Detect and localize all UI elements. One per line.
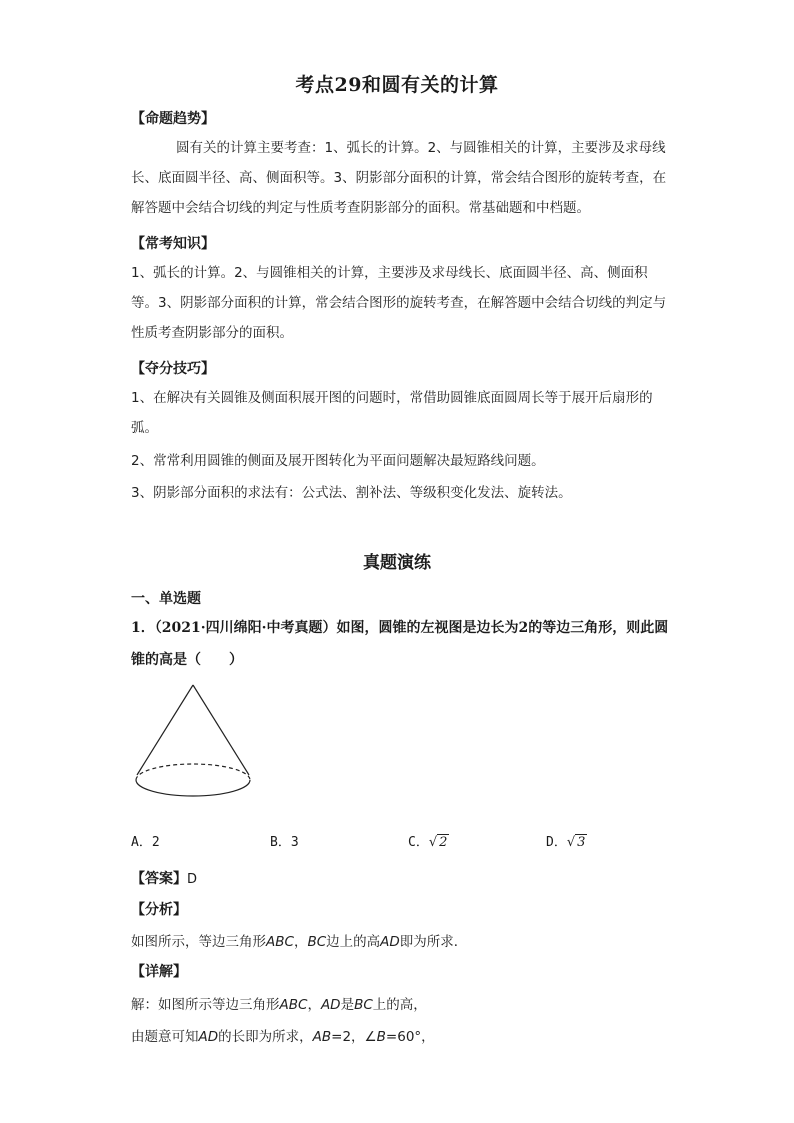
analysis-var-ad: AD (380, 934, 400, 950)
analysis-text (131, 930, 467, 950)
page-title: 考点29和圆有关的计算 (295, 74, 499, 96)
detail-line-2 (131, 1025, 435, 1045)
detail2-var-ab: AB (312, 1029, 332, 1045)
answer-value: D (187, 872, 198, 887)
detail-label: 【详解】 (131, 964, 187, 980)
option-d (546, 831, 587, 850)
analysis-part-2: ， (293, 934, 308, 950)
option-c-prefix: C． (408, 835, 429, 850)
analysis-var-abc: ABC (266, 934, 294, 950)
answer-row (131, 868, 197, 888)
detail1-part-4: 上的高， (372, 997, 427, 1013)
sqrt-3: √ 3 (566, 835, 586, 850)
option-a: A．2 (131, 835, 160, 850)
tips-item-3: 3、阴影部分面积的求法有：公式法、割补法、等级积变化发法、旋转法。 (131, 485, 572, 501)
detail1-var-ad: AD (320, 997, 341, 1013)
option-d-prefix: D． (546, 835, 567, 850)
tips-item-2: 2、常常利用圆锥的侧面及展开图转化为平面问题解决最短路线问题。 (131, 453, 545, 469)
trend-text: 圆有关的计算主要考查：1、弧长的计算。2、与圆锥相关的计算，主要涉及求母线长、底面圆半径、高、侧面积等。3、阴影部分面积的计算，常会结合图形的旋转考查，在解答题中会结合切线的判定与性质考查阴影部分的面积。常基础题和中档题。 (131, 140, 667, 216)
practice-title: 真题演练 (363, 553, 431, 573)
trend-label: 【命题趋势】 (131, 111, 215, 127)
detail-line-1 (131, 993, 427, 1013)
cone-figure (131, 680, 255, 810)
tips-item-1: 1、在解决有关圆锥及侧面积展开图的问题时，常借助圆锥底面圆周长等于展开后扇形的弧。 (131, 390, 653, 436)
tips-label: 【夺分技巧】 (131, 361, 215, 377)
single-choice-heading: 一、单选题 (131, 591, 201, 607)
detail2-var-ad: AD (198, 1029, 219, 1045)
detail2-part-2: 的长即为所求， (218, 1029, 313, 1045)
detail1-part-2: ， (307, 997, 321, 1013)
cone-right-edge (193, 685, 249, 775)
option-b: B．3 (270, 835, 299, 850)
analysis-part-3: 边上的高 (326, 934, 381, 950)
cone-left-edge (137, 685, 193, 775)
detail1-part-1: 解：如图所示等边三角形 (131, 997, 280, 1013)
detail2-part-4: =60°， (385, 1029, 435, 1045)
option-c (408, 831, 449, 850)
cone-base-hidden-arc (136, 764, 250, 780)
question-1: 1．（2021·四川绵阳·中考真题）如图，圆锥的左视图是边长为2的等边三角形，则此圆锥的高是（ ） (131, 620, 669, 668)
sqrt-2-radicand: 2 (439, 835, 448, 850)
detail2-part-3: =2，∠ (331, 1029, 377, 1045)
detail2-part-1: 由题意可知 (131, 1029, 199, 1045)
sqrt-3-radicand: 3 (577, 835, 586, 850)
detail2-var-b: B (376, 1029, 386, 1045)
answer-label: 【答案】 (131, 871, 187, 887)
detail1-part-3: 是 (340, 997, 355, 1013)
knowledge-label: 【常考知识】 (131, 236, 215, 252)
cone-base-visible-arc (136, 780, 250, 796)
detail1-var-abc: ABC (279, 997, 308, 1013)
analysis-var-bc: BC (307, 934, 327, 950)
sqrt-2: √ 2 (428, 835, 448, 850)
detail1-var-bc: BC (354, 997, 373, 1013)
analysis-label: 【分析】 (131, 902, 187, 918)
analysis-part-4: 即为所求． (399, 934, 468, 950)
knowledge-text: 1、弧长的计算。2、与圆锥相关的计算，主要涉及求母线长、底面圆半径、高、侧面积等。3、阴影部分面积的计算，常会结合图形的旋转考查，在解答题中会结合切线的判定与性质考查阴影部分的面积。 (131, 265, 667, 341)
analysis-part-1: 如图所示，等边三角形 (131, 934, 266, 950)
